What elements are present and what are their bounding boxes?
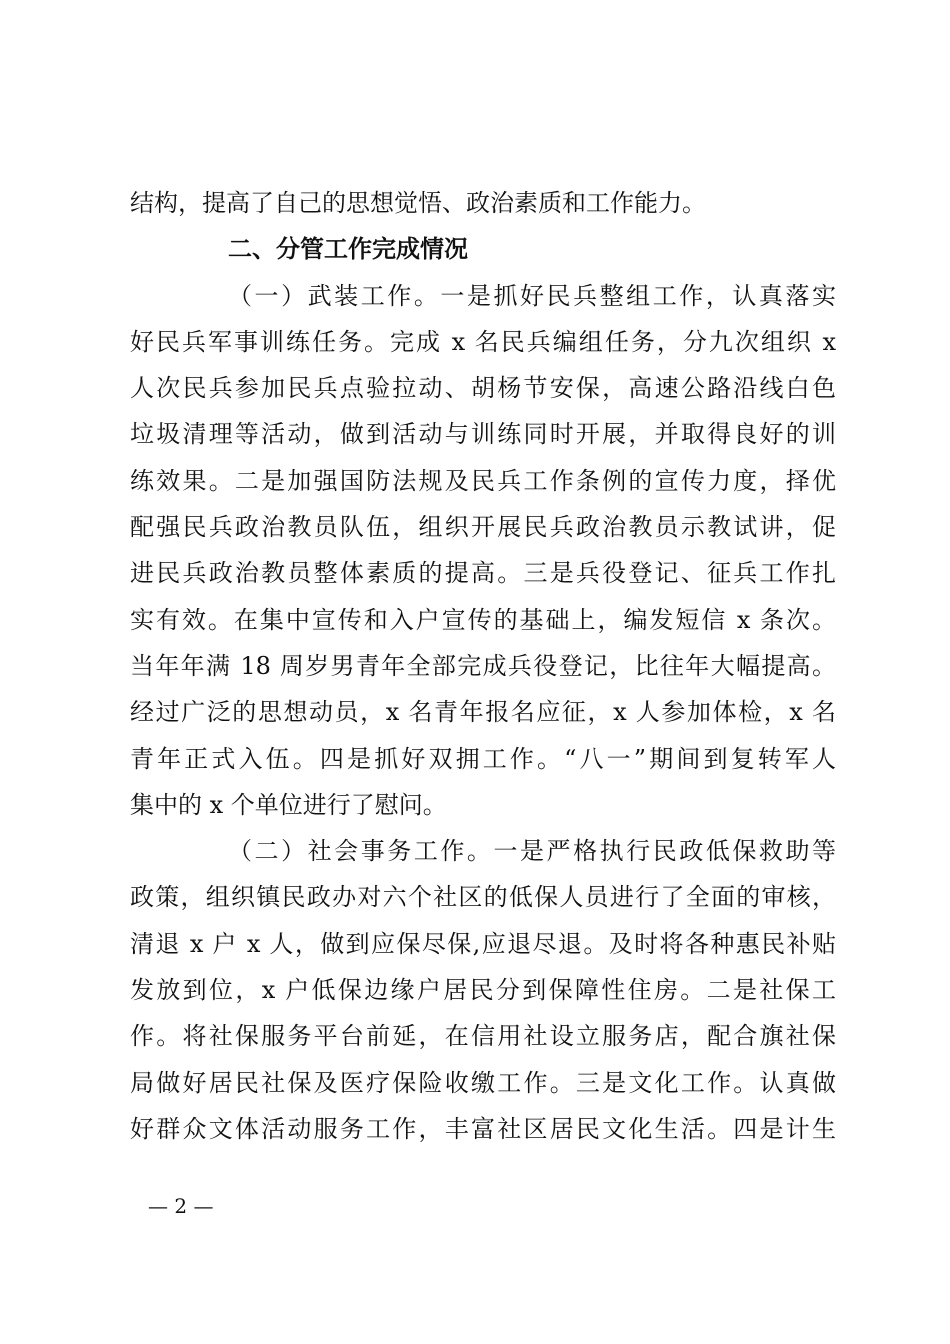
paragraph-line: 进民兵政治教员整体素质的提高。三是兵役登记、征兵工作扎 <box>130 559 836 588</box>
paragraph-line: 经过广泛的思想动员，x 名青年报名应征，x 人参加体检，x 名 <box>130 698 836 727</box>
paragraph-line: （二）社会事务工作。一是严格执行民政低保救助等 <box>228 837 836 866</box>
page-number: — 2 — <box>148 1194 214 1218</box>
paragraph-line: 好群众文体活动服务工作，丰富社区居民文化生活。四是计生 <box>130 1114 836 1143</box>
section-heading: 二、分管工作完成情况 <box>228 234 468 264</box>
body-text <box>130 180 836 1152</box>
paragraph-line: 好民兵军事训练任务。完成 x 名民兵编组任务，分九次组织 x <box>130 327 836 356</box>
paragraph-line: 当年年满 18 周岁男青年全部完成兵役登记，比往年大幅提高。 <box>130 651 836 680</box>
paragraph-line: 集中的 x 个单位进行了慰问。 <box>130 790 447 819</box>
paragraph-line: （一）武装工作。一是抓好民兵整组工作，认真落实 <box>228 281 836 310</box>
paragraph-line: 结构，提高了自己的思想觉悟、政治素质和工作能力。 <box>130 189 706 217</box>
paragraph-line: 局做好居民社保及医疗保险收缴工作。三是文化工作。认真做 <box>130 1068 836 1097</box>
paragraph-line: 发放到位，x 户低保边缘户居民分到保障性住房。二是社保工 <box>130 976 836 1005</box>
paragraph-line: 练效果。二是加强国防法规及民兵工作条例的宣传力度，择优 <box>130 466 836 495</box>
paragraph-line: 人次民兵参加民兵点验拉动、胡杨节安保，高速公路沿线白色 <box>130 374 836 403</box>
paragraph-line: 垃圾清理等活动，做到活动与训练同时开展，并取得良好的训 <box>130 420 836 449</box>
paragraph-line: 政策，组织镇民政办对六个社区的低保人员进行了全面的审核， <box>130 883 836 912</box>
paragraph-line: 作。将社保服务平台前延，在信用社设立服务店，配合旗社保 <box>130 1022 836 1051</box>
paragraph-line: 配强民兵政治教员队伍，组织开展民兵政治教员示教试讲，促 <box>130 513 836 542</box>
paragraph-line: 实有效。在集中宣传和入户宣传的基础上，编发短信 x 条次。 <box>130 605 836 634</box>
paragraph-line: 青年正式入伍。四是抓好双拥工作。“八一”期间到复转军人 <box>130 744 836 773</box>
paragraph-line: 清退 x 户 x 人，做到应保尽保,应退尽退。及时将各种惠民补贴 <box>130 929 836 958</box>
